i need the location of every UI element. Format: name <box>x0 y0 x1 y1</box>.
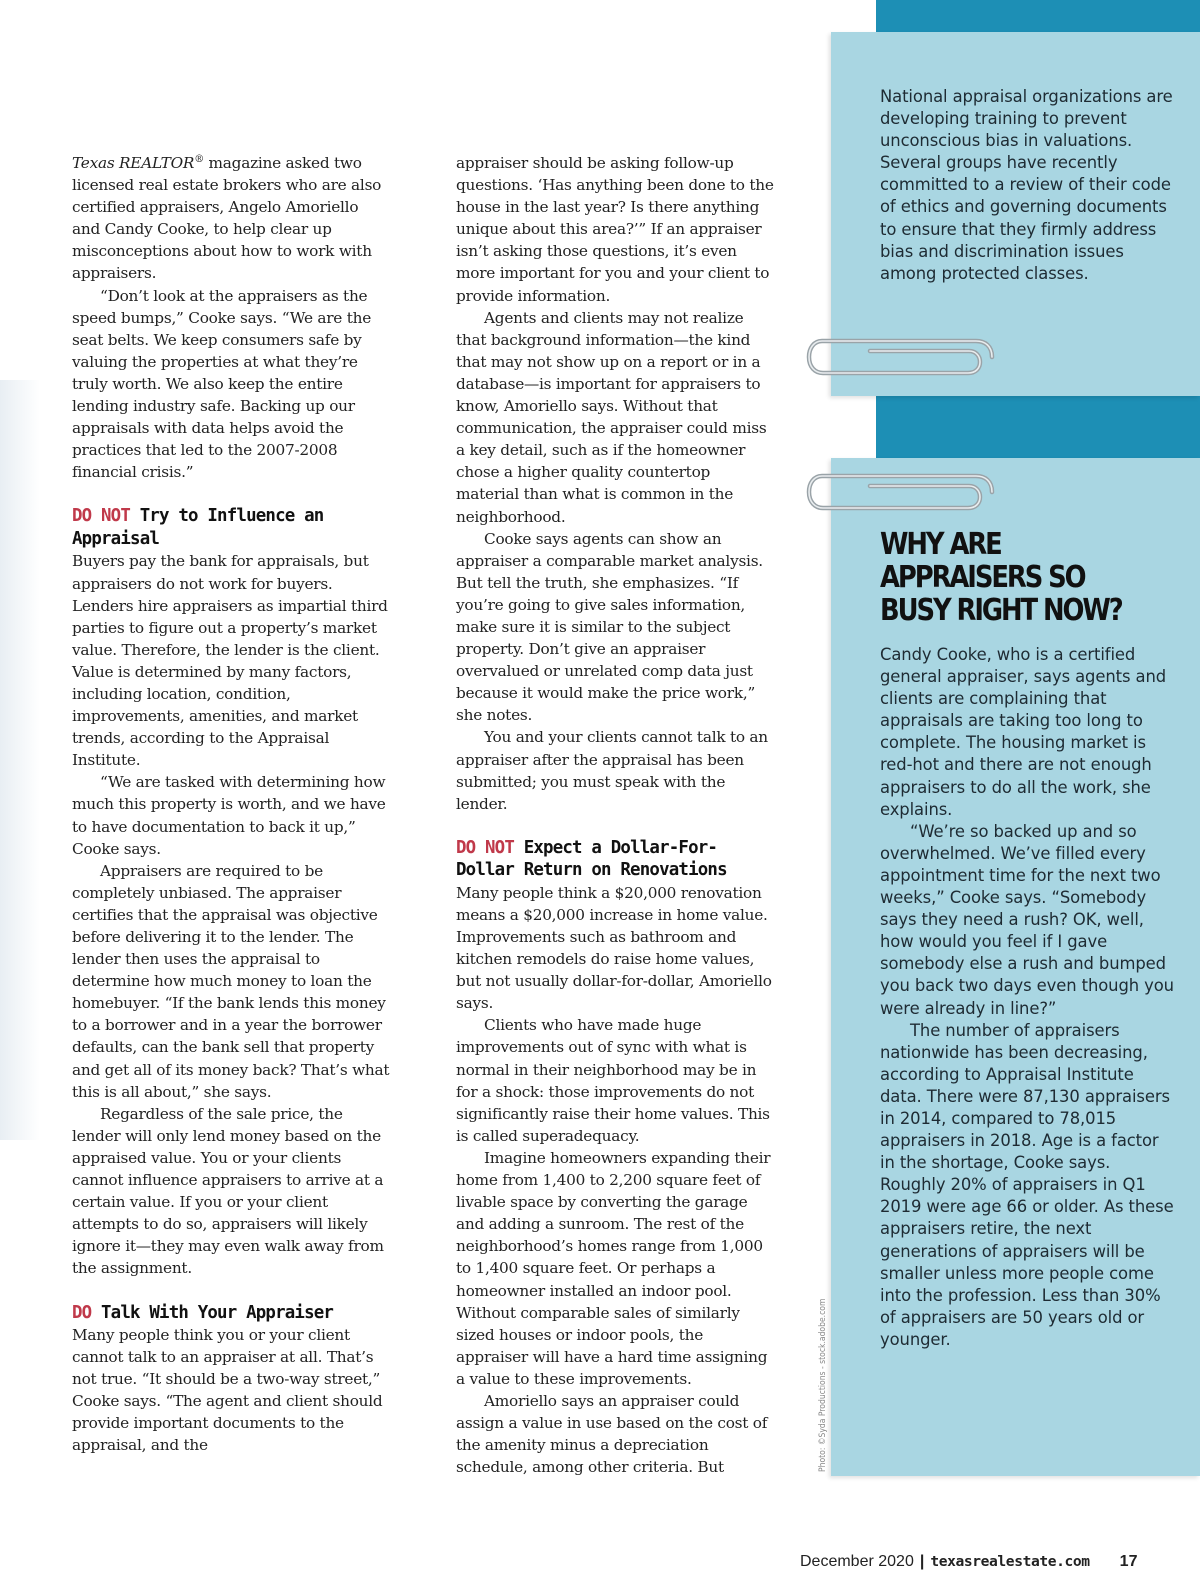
background-photo-fade <box>0 380 40 1140</box>
article-paragraph: Amoriello says an appraiser could assign a value in use based on the cost of the amenity minus a depreciation schedule, among other criteria. But <box>456 1391 768 1477</box>
photo-credit: Photo: ©Syda Productions - stock.adobe.com <box>818 1298 828 1472</box>
do-not-label: DO NOT <box>456 837 515 858</box>
article-column-2 <box>456 152 774 1478</box>
footer-date: December 2020 <box>800 1553 914 1570</box>
do-not-label: DO NOT <box>72 506 131 527</box>
sidebar-paragraph: “We’re so backed up and so overwhelmed. We’ve filled every appointment time for the next two weeks,” Cooke says. “Somebody says they need a rush? OK, well, how would you feel if I gave somebody else a rush and bumped you back two days even though you were already in line?” <box>880 821 1174 1018</box>
section-heading-renovations <box>456 837 774 882</box>
do-label: DO <box>72 1302 92 1323</box>
sidebar-top-text: National appraisal organizations are developing training to prevent unconscious bias in valuations. Several groups have recently committed to a review of their code of ethics and governing documents to ensure that they firmly address bias and discrimination issues among protected classes. <box>880 87 1173 283</box>
article-paragraph: Buyers pay the bank for appraisals, but appraisers do not work for buyers. Lenders hire appraisers as impartial third parties to figure out a property’s market value. Therefore, the lender is the client. Value is determined by many factors, including location, condition, improvements, amenities, and market trends, according to the Appraisal Institute. <box>72 552 388 770</box>
intro-paragraph <box>72 152 390 285</box>
heading-text: Try to Influence an Appraisal <box>72 506 324 549</box>
footer-website-link[interactable]: texasrealestate.com <box>930 1553 1090 1570</box>
paperclip-icon <box>806 470 996 516</box>
article-paragraph: “Don’t look at the appraisers as the speed bumps,” Cooke says. “We are the seat belts. We keep consumers safe by valuing the properties at what they’re truly worth. We also keep the entire lending industry safe. Backing up our appraisals with data helps avoid the practices that led to the 2007-2008 financial crisis.” <box>72 286 372 482</box>
registered-mark: ® <box>194 153 204 165</box>
article-paragraph: Clients who have made huge improvements out of sync with what is normal in their neighborhood may be in for a shock: those improvements do not significantly raise their home values. This is called superadequacy. <box>456 1016 770 1145</box>
article-paragraph: You and your clients cannot talk to an appraiser after the appraisal has been submitted; you must speak with the lender. <box>456 728 768 813</box>
section-heading-talk <box>72 1302 390 1325</box>
sidebar-heading: WHY ARE APPRAISERS SO BUSY RIGHT NOW? <box>880 527 1122 628</box>
article-column-1 <box>72 152 390 1457</box>
article-paragraph: Imagine homeowners expanding their home from 1,400 to 2,200 square feet of livable space by converting the garage and adding a sunroom. The rest of the neighborhood’s homes range from 1,000 to 1,400 square feet. Or perhaps a homeowner installed an indoor pool. Without comparable sales of similarly sized houses or indoor pools, the appraiser will have a hard time assigning a value to these improvements. <box>456 1148 771 1388</box>
article-paragraph: Many people think a $20,000 renovation means a $20,000 increase in home value. Improvements such as bathroom and kitchen remodels do raise home values, but not usually dollar-for-dollar, Amoriello says. <box>456 883 772 1013</box>
heading-text: Expect a Dollar-For-Dollar Return on Renovations <box>456 837 727 881</box>
sidebar-paragraph: Candy Cooke, who is a certified general appraiser, says agents and clients are complaining that appraisals are taking too long to complete. The housing market is red-hot and there are not enough appraisers to do all the work, she explains. <box>880 645 1167 819</box>
page-footer <box>800 1550 1138 1574</box>
footer-separator: | <box>919 1553 925 1570</box>
article-paragraph: appraiser should be asking follow-up questions. ‘Has anything been done to the house in the last year? Is there anything unique about this area?’” If an appraiser isn’t asking those questions, it’s even more important for you and your client to provide information. <box>456 154 774 305</box>
sidebar-paragraph: The number of appraisers nationwide has been decreasing, according to Appraisal Institute data. There were 87,130 appraisers in 2014, compared to 78,015 appraisers in 2018. Age is a factor in the shortage, Cooke says. Roughly 20% of appraisers in Q1 2019 were age 66 or older. As these appraisers retire, the next generations of appraisers will be smaller unless more people come into the profession. Less than 30% of appraisers are 50 years old or younger. <box>880 1020 1174 1349</box>
article-paragraph: Cooke says agents can show an appraiser a comparable market analysis. But tell the truth, she emphasizes. “If you’re going to give sales information, make sure it is similar to the subject property. Don’t give an appraiser overvalued or unrelated comp data just because it would make the price work,” she notes. <box>456 529 763 725</box>
intro-text: magazine asked two licensed real estate brokers who are also certified appraisers, Angelo Amoriello and Candy Cooke, to help clear up misconceptions about how to work with appraisers. <box>72 154 382 283</box>
article-paragraph: Agents and clients may not realize that background information—the kind that may not show up on a report or in a database—is important for appraisers to know, Amoriello says. Without that communication, the appraiser could miss a key detail, such as if the homeowner chose a higher quality countertop material than what is common in the neighborhood. <box>456 308 767 526</box>
article-paragraph: Appraisers are required to be completely unbiased. The appraiser certifies that the appraisal was objective before delivering it to the lender. The lender then uses the appraisal to determine how much money to loan the homebuyer. “If the bank lends this money to a borrower and in a year the borrower defaults, can the bank sell that property and get all of its money back? That’s what this is all about,” she says. <box>72 861 390 1101</box>
article-paragraph: Regardless of the sale price, the lender will only lend money based on the appraised value. You or your clients cannot influence appraisers to arrive at a certain value. If you or your client attempts to do so, appraisers will likely ignore it—they may even walk away from the assignment. <box>72 1104 384 1278</box>
page-number: 17 <box>1119 1553 1138 1570</box>
paperclip-icon <box>806 335 996 381</box>
sidebar-body <box>880 644 1176 1351</box>
magazine-name: Texas REALTOR <box>72 154 195 172</box>
section-heading-influence <box>72 505 390 550</box>
article-paragraph: “We are tasked with determining how much this property is worth, and we have to have documentation to back it up,” Cooke says. <box>72 773 386 858</box>
heading-text: Talk With Your Appraiser <box>91 1302 334 1323</box>
article-paragraph: Many people think you or your client cannot talk to an appraiser at all. That’s not true. “It should be a two-way street,” Cooke says. “The agent and client should provide important documents to the appraisal, and the <box>72 1326 383 1455</box>
